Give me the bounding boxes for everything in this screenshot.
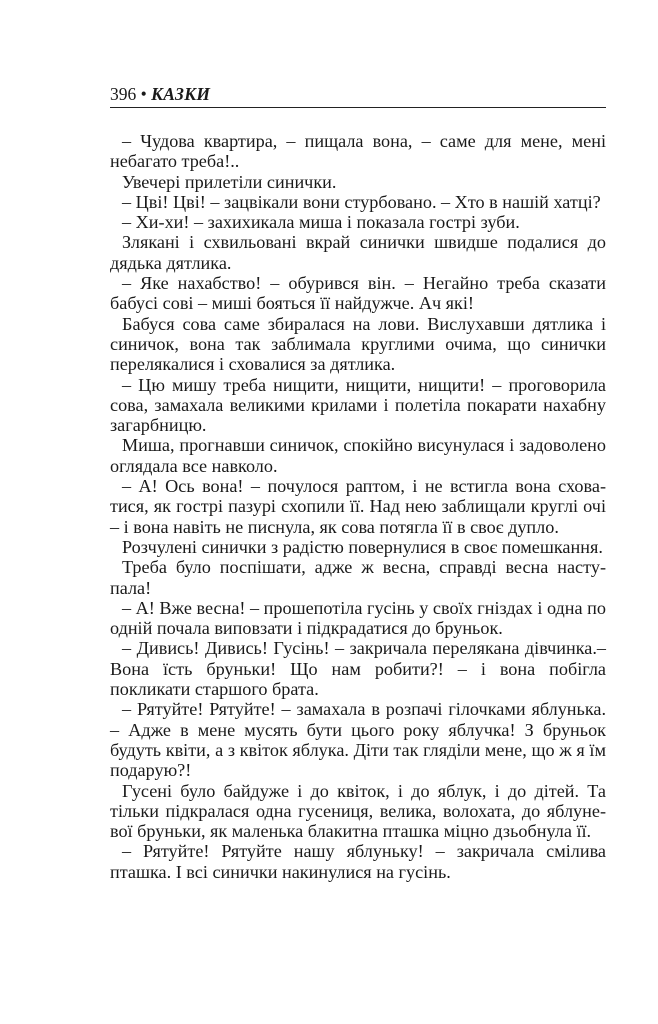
paragraph: – Яке нахабство! – обурився він. – Негайно треба сказати бабусі сові – миші бояться її найдужче. Ач які! bbox=[110, 273, 606, 314]
paragraph: – Хи-хи! – захихикала миша і показала гострі зуби. bbox=[122, 212, 520, 233]
header-rule bbox=[110, 107, 606, 108]
paragraph: – Чудова квартира, – пищала вона, – саме для мене, мені небагато треба!.. bbox=[110, 131, 606, 172]
paragraph: – Дивись! Дивись! Гусінь! – закричала перелякана дівчинка.– Вона їсть бруньки! Що нам робити?! – і вона побігла покликати старшого брата. bbox=[110, 638, 606, 700]
running-header bbox=[110, 84, 606, 104]
body-text bbox=[110, 131, 606, 882]
page-number: 396 bbox=[110, 84, 137, 104]
paragraph: – Цю мишу треба нищити, нищити, нищити! – проговорила сова, замахала великими крилами і полетіла покарати нахабну загарбницю. bbox=[110, 374, 606, 436]
paragraph: Зляканi і схвильовані вкрай синички швидше подалися до дядька дятлика. bbox=[110, 232, 606, 273]
paragraph: – Цві! Цві! – зацвікали вони стурбовано. – Хто в нашій хатці? bbox=[122, 191, 601, 212]
paragraph: – Рятуйте! Рятуйте! – замахала в розпачі гілочками яблунька. – Адже в мене мусять бути цього року яблучка! З бруньок будуть квіти, а з квіток яблука. Діти так гляділи мене, що ж я їм подарую?! bbox=[110, 699, 606, 781]
paragraph: Увечері прилетіли синички. bbox=[122, 171, 337, 192]
paragraph: – А! Вже весна! – прошепотіла гусінь у своїх гніздах і одна по одній почала виповзати і підкрадатися до бруньок. bbox=[110, 597, 606, 639]
paragraph: Гусені було байдуже і до квіток, і до яблук, і до дітей. Та тільки підкралася одна гусениця, велика, волохата, до яблуневої бруньки, як маленька блакитна пташка міцно дзьобнула її. bbox=[110, 780, 606, 842]
paragraph: – Рятуйте! Рятуйте нашу яблуньку! – закричала смілива пташка. І всі синички накинулися на гусінь. bbox=[110, 841, 606, 882]
header-bullet: • bbox=[140, 84, 147, 104]
paragraph: Миша, прогнавши синичок, спокійно висунулася і задоволено оглядала все навколо. bbox=[110, 435, 606, 476]
paragraph: Бабуся сова саме збиралася на лови. Вислухавши дятлика і синичок, вона так заблимала круглими очима, що синички перелякалися і сховалися за дятлика. bbox=[110, 313, 606, 375]
paragraph: Розчулені синички з радістю повернулися в своє помешкання. bbox=[122, 536, 603, 557]
paragraph: – А! Ось вона! – почулося раптом, і не встигла вона сховатися, як гострі пазурі схопили її. Над нею заблищали круглі очі – і вона навіть не писнула, як сова потягла її в своє дупло. bbox=[110, 476, 606, 537]
paragraph: Треба було поспішати, адже ж весна, справді весна наступала! bbox=[110, 557, 606, 598]
book-section-title: КАЗКИ bbox=[151, 84, 211, 104]
